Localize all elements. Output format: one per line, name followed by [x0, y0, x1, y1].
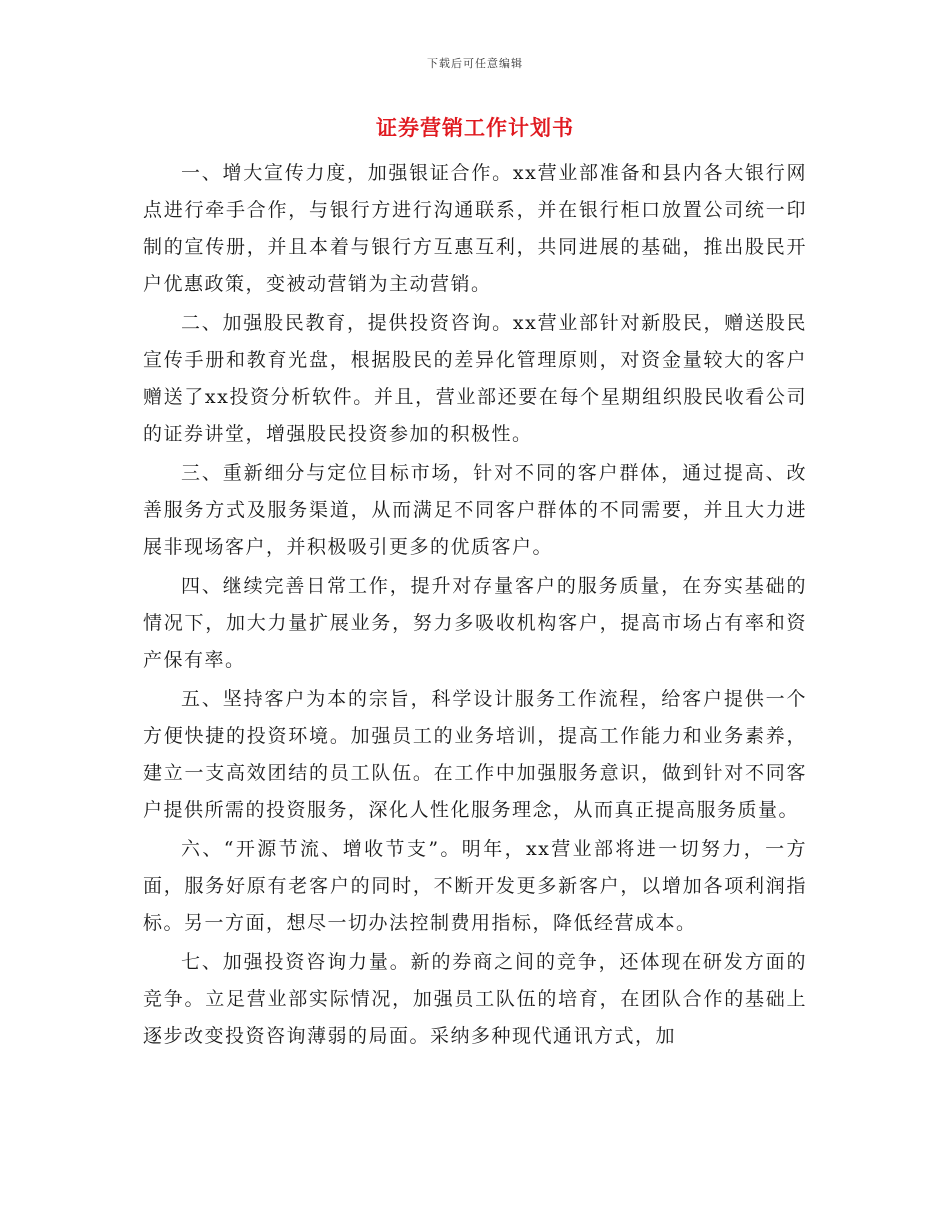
header-note: 下载后可任意编辑	[427, 57, 523, 70]
paragraph-1: 一、增大宣传力度，加强银证合作。xx营业部准备和县内各大银行网点进行牵手合作，与银行方进行沟通联系，并在银行柜口放置公司统一印制的宣传册，并且本着与银行方互惠互利，共同进展的基础，推出股民开户优惠政策，变被动营销为主动营销。	[143, 162, 807, 295]
paragraph-2: 二、加强股民教育，提供投资咨询。xx营业部针对新股民，赠送股民宣传手册和教育光盘，根据股民的差异化管理原则，对资金量较大的客户赠送了xx投资分析软件。并且，营业部还要在每个星期组织股民收看公司的证券讲堂，增强股民投资参加的积极性。	[143, 312, 807, 445]
paragraph-5: 五、坚持客户为本的宗旨，科学设计服务工作流程，给客户提供一个方便快捷的投资环境。加强员工的业务培训，提高工作能力和业务素养，建立一支高效团结的员工队伍。在工作中加强服务意识，做到针对不同客户提供所需的投资服务，深化人性化服务理念，从而真正提高服务质量。	[143, 688, 807, 821]
document-body	[143, 155, 807, 1057]
paragraph-6: 六、“开源节流、增收节支”。明年，xx营业部将进一切努力，一方面，服务好原有老客户的同时，不断开发更多新客户，以增加各项利润指标。另一方面，想尽一切办法控制费用指标，降低经营成本。	[143, 838, 807, 934]
paragraph-7: 七、加强投资咨询力量。新的券商之间的竞争，还体现在研发方面的竞争。立足营业部实际情况，加强员工队伍的培育，在团队合作的基础上逐步改变投资咨询薄弱的局面。采纳多种现代通讯方式，加	[143, 951, 807, 1047]
paragraph-3: 三、重新细分与定位目标市场，针对不同的客户群体，通过提高、改善服务方式及服务渠道，从而满足不同客户群体的不同需要，并且大力进展非现场客户，并积极吸引更多的优质客户。	[143, 462, 807, 558]
document-title: 证券营销工作计划书	[376, 115, 574, 140]
paragraph-4: 四、继续完善日常工作，提升对存量客户的服务质量，在夯实基础的情况下，加大力量扩展业务，努力多吸收机构客户，提高市场占有率和资产保有率。	[143, 575, 807, 671]
